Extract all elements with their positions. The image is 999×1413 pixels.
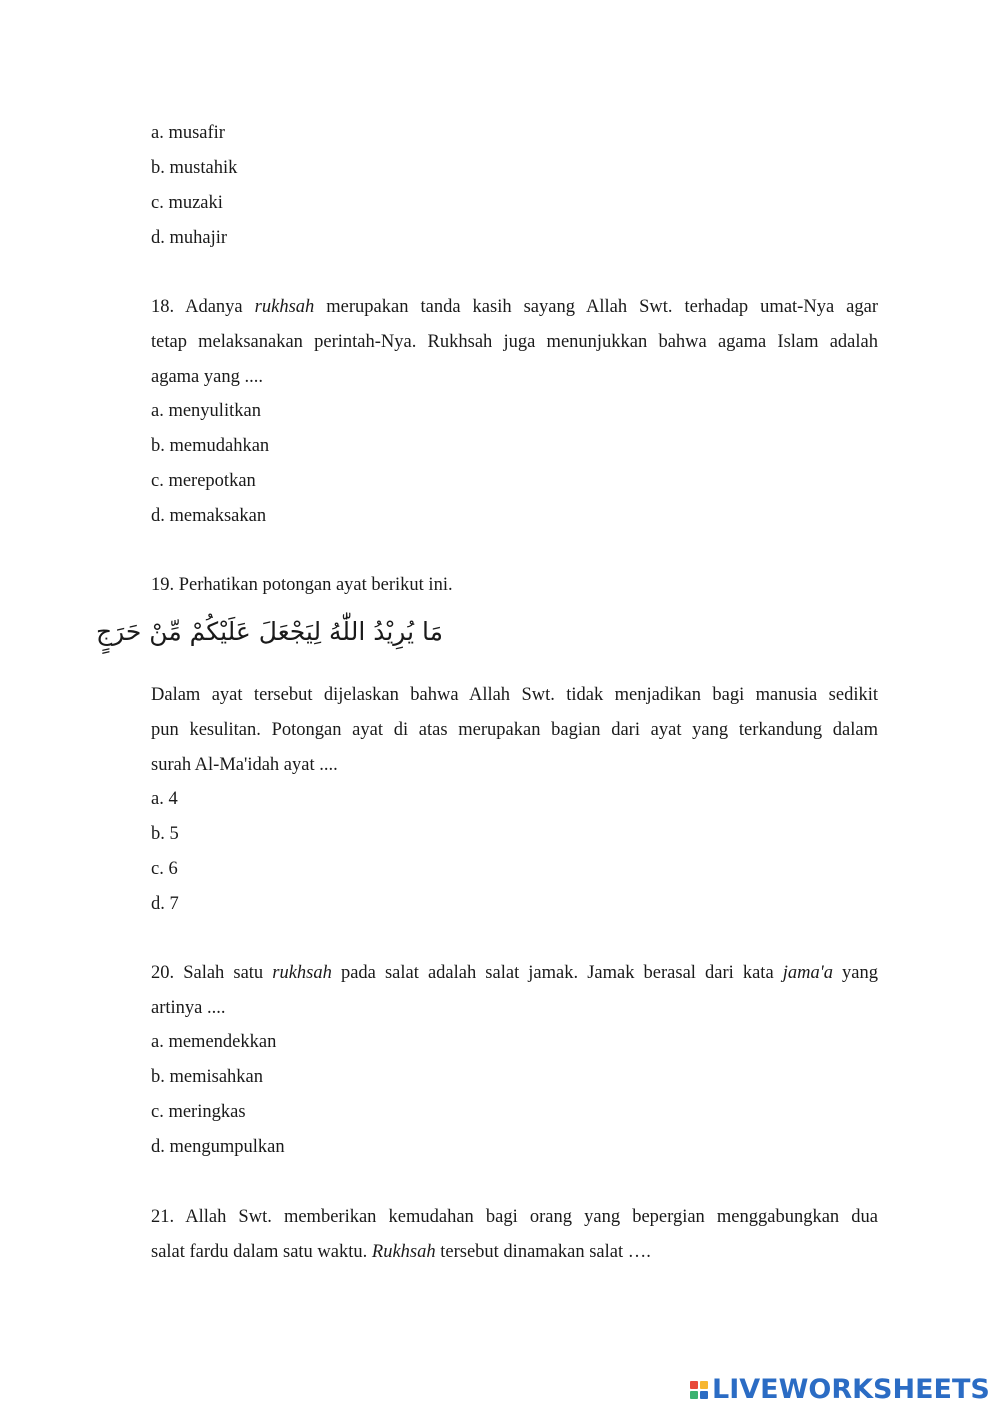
liveworksheets-logo-text: LIVEWORKSHEETS — [712, 1374, 990, 1405]
q18-option-c: c. merepotkan — [151, 471, 256, 491]
q18-question-line-2: tetap melaksanakan perintah-Nya. Rukhsah juga menunjukkan bahwa agama Islam adalah — [151, 332, 878, 352]
q20-term-rukhsah: rukhsah — [272, 963, 332, 983]
q20-option-d: d. mengumpulkan — [151, 1137, 285, 1157]
q18-term-rukhsah: rukhsah — [254, 297, 315, 317]
q17-option-c: c. muzaki — [151, 193, 223, 213]
q20-option-a: a. memendekkan — [151, 1032, 277, 1052]
q19-option-a: a. 4 — [151, 789, 178, 809]
q18-option-a: a. menyulitkan — [151, 401, 261, 421]
q17-option-d: d. muhajir — [151, 228, 228, 248]
q19-arabic-verse: مَا يُرِيْدُ اللّٰهُ لِيَجْعَلَ عَلَيْكُمْ مِّنْ حَرَجٍ — [95, 617, 443, 646]
q20-option-b: b. memisahkan — [151, 1067, 264, 1087]
q18-question-line-3: agama yang .... — [151, 367, 263, 387]
q17-option-a: a. musafir — [151, 123, 225, 143]
q18-option-b: b. memudahkan — [151, 436, 270, 456]
liveworksheets-logo-icon — [690, 1381, 708, 1399]
q20-question-line-2: artinya .... — [151, 998, 226, 1018]
q20-question-line-1: 20. Salah satu rukhsah pada salat adalah salat jamak. Jamak berasal dari kata jama'a yang — [151, 963, 878, 983]
q19-question-line-1: Dalam ayat tersebut dijelaskan bahwa Allah Swt. tidak menjadikan bagi manusia sedikit — [151, 685, 878, 705]
q19-option-d: d. 7 — [151, 894, 179, 914]
q18-question-line-1: 18. Adanya rukhsah merupakan tanda kasih sayang Allah Swt. terhadap umat-Nya agar — [151, 297, 878, 317]
q18-option-d: d. memaksakan — [151, 506, 267, 526]
q20-term-jamaa: jama'a — [782, 963, 833, 983]
q19-question-line-3: surah Al-Ma'idah ayat .... — [151, 755, 338, 775]
q21-term-rukhsah: Rukhsah — [371, 1242, 436, 1262]
q21-question-line-2: salat fardu dalam satu waktu. Rukhsah tersebut dinamakan salat …. — [151, 1242, 651, 1262]
q17-option-b: b. mustahik — [151, 158, 238, 178]
liveworksheets-logo — [690, 1376, 990, 1404]
q19-option-c: c. 6 — [151, 859, 178, 879]
q20-option-c: c. meringkas — [151, 1102, 246, 1122]
q19-intro: 19. Perhatikan potongan ayat berikut ini. — [151, 575, 453, 595]
q19-option-b: b. 5 — [151, 824, 179, 844]
q19-question-line-2: pun kesulitan. Potongan ayat di atas merupakan bagian dari ayat yang terkandung dalam — [151, 720, 878, 740]
q21-question-line-1: 21. Allah Swt. memberikan kemudahan bagi orang yang bepergian menggabungkan dua — [151, 1207, 878, 1227]
